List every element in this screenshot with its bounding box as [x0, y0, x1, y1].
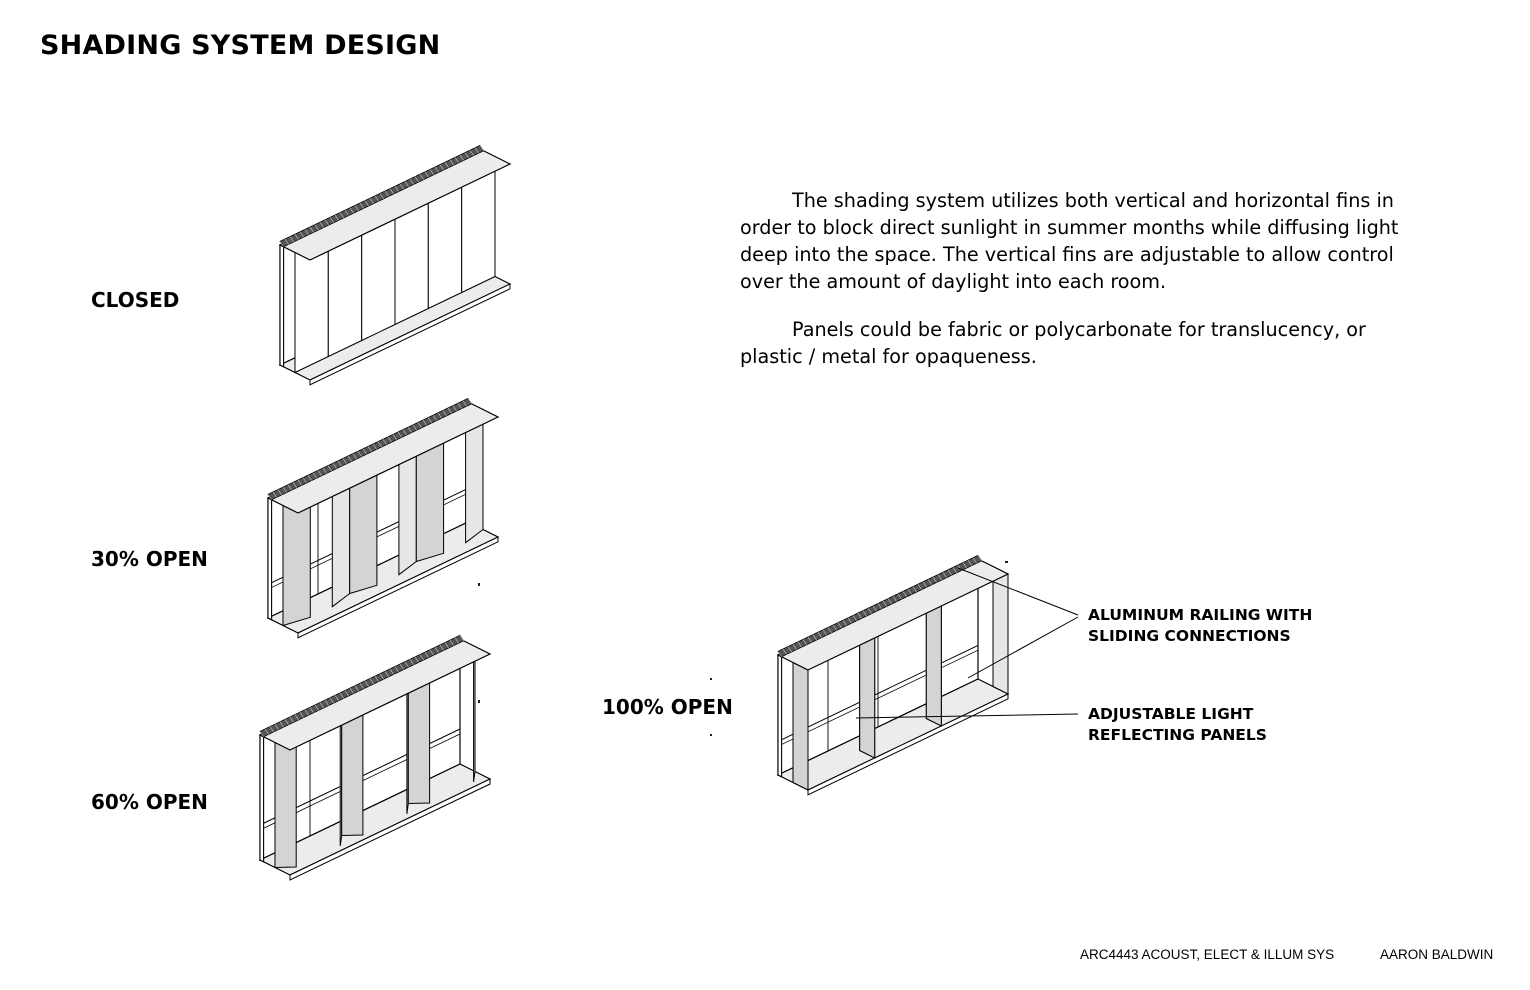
callout-panels-line1: ADJUSTABLE LIGHT — [1088, 705, 1254, 723]
description-paragraph-1: The shading system utilizes both vertical and horizontal fins in order to block direct sunlight in summer months while diffusing light deep into the space. The vertical fins are adjustable to allow control over the amount of daylight into each room. — [740, 189, 1399, 293]
footer-course: ARC4443 ACOUST, ELECT & ILLUM SYS — [1080, 947, 1335, 962]
description-paragraph-2: Panels could be fabric or polycarbonate for translucency, or plastic / metal for opaqueness. — [740, 318, 1366, 368]
module-closed — [280, 145, 510, 384]
shading-panel — [993, 567, 1008, 695]
shading-panel — [860, 631, 875, 759]
callout-railing-line2: SLIDING CONNECTIONS — [1088, 627, 1291, 645]
shading-panel — [474, 647, 475, 782]
side-post — [260, 735, 264, 862]
shading-panel — [283, 497, 310, 625]
side-post — [778, 655, 782, 777]
side-post — [268, 498, 272, 620]
label-100-open: 100% OPEN — [602, 695, 733, 719]
label-30-open: 30% OPEN — [91, 547, 208, 571]
shading-panel — [926, 599, 941, 727]
shading-panel — [275, 742, 296, 868]
page-title: SHADING SYSTEM DESIGN — [40, 30, 441, 61]
module-60-open — [260, 635, 490, 880]
callout-panels-line2: REFLECTING PANELS — [1088, 726, 1267, 744]
shading-panel — [342, 710, 363, 836]
shading-panel — [793, 663, 808, 791]
label-60-open: 60% OPEN — [91, 790, 208, 814]
label-closed: CLOSED — [91, 288, 180, 312]
footer-author: AARON BALDWIN — [1380, 947, 1494, 962]
shading-panel — [408, 678, 429, 804]
callout-railing-line1: ALUMINUM RAILING WITH — [1088, 606, 1313, 624]
module-30-open — [268, 398, 498, 637]
side-post — [280, 245, 284, 367]
leader-railing-lower — [968, 617, 1078, 678]
